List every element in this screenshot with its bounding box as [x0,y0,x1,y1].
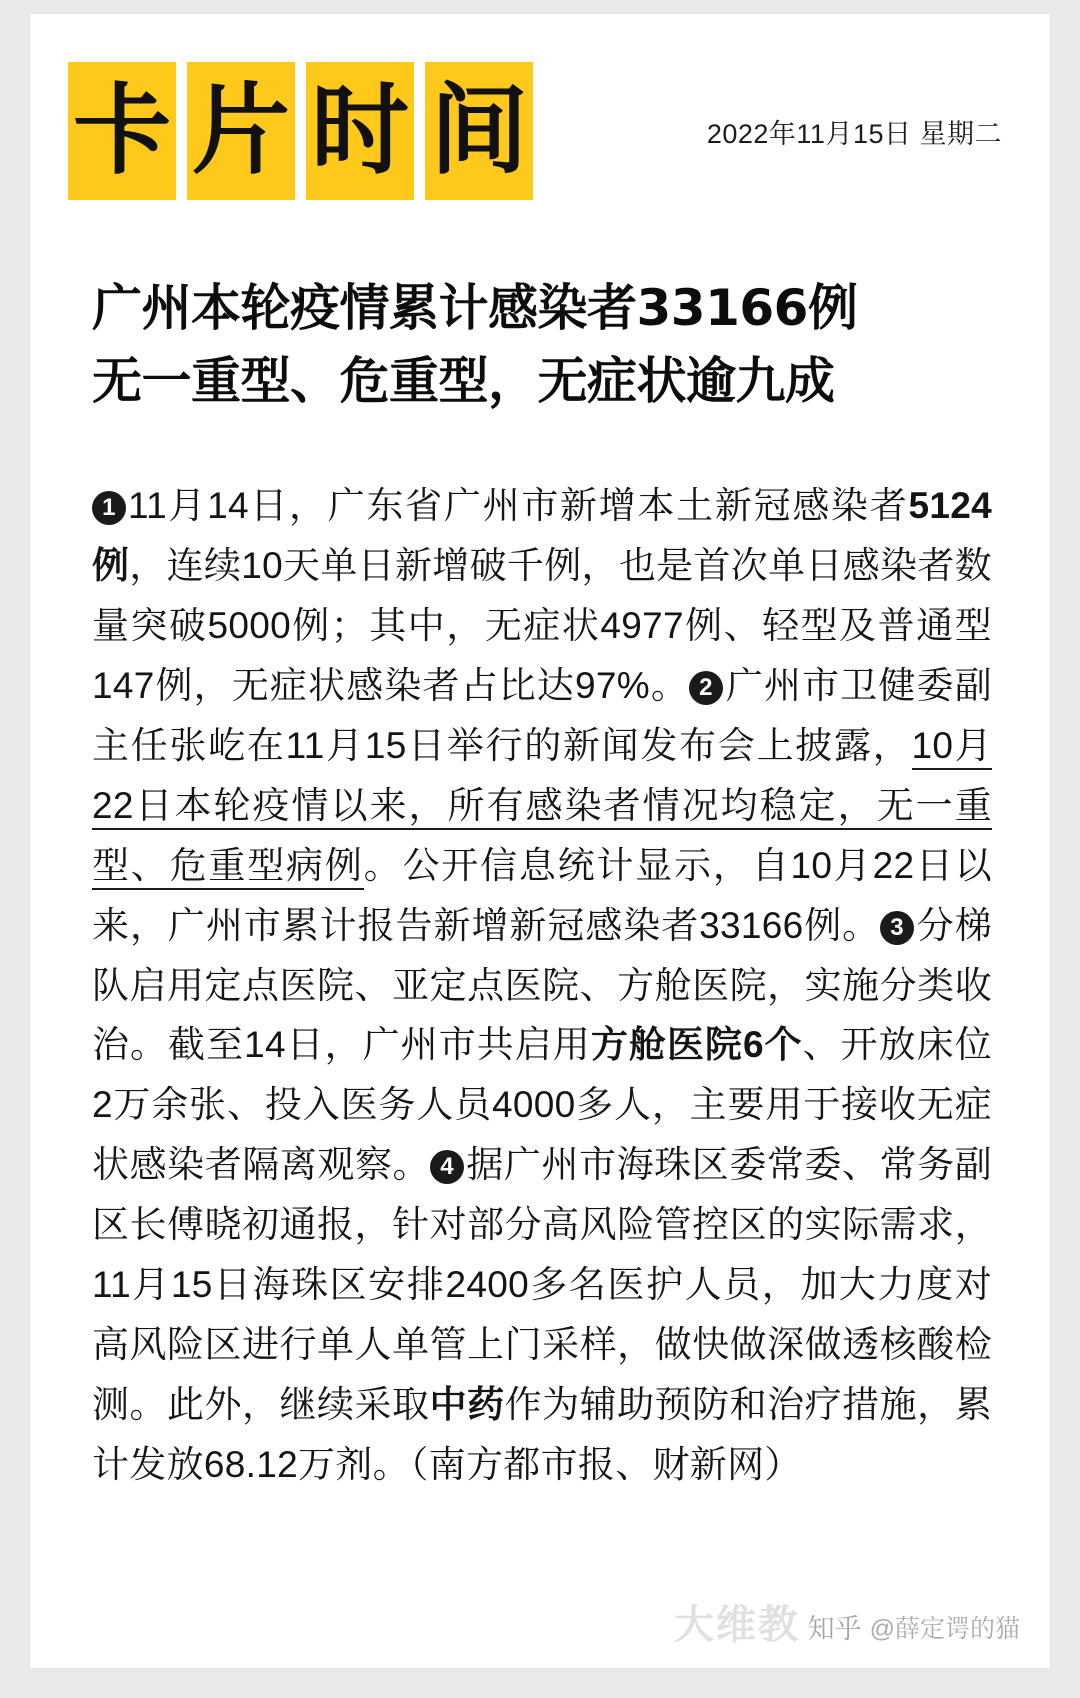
zhihu-username: @薛定谔的猫 [869,1614,1020,1643]
title-line-1: 广州本轮疫情累计感染者33166例 [92,279,858,337]
paragraph-text: 。公开信息统计显示，自10月22日以来，广州市累计报告新增新冠感染者33166例。 [92,844,992,946]
brand-char-3: 时 [306,62,414,200]
zhihu-watermark [808,1607,1020,1646]
paragraph-text: 11月14日，广东省广州市新增本土新冠感染者 [128,485,909,526]
publish-date: 2022年11月15日 星期二 [706,119,1002,149]
brand-char-1: 卡 [68,62,176,200]
paragraph-text: 10月22日本轮疫情以来，所有感染者情况均稳定，无一重型、危重型病例 [92,725,992,890]
paragraph-marker: 4 [430,1150,464,1184]
paragraph-text: 5124例 [92,485,992,586]
paragraph-text: 分梯队启用定点医院、亚定点医院、方舱医院，实施分类收治。截至14日，广州市共启用 [92,904,992,1066]
card-footer [30,1598,1050,1652]
article-card [30,14,1050,1668]
paragraph-text: 方舱医院6个 [590,1024,803,1066]
paragraph-text: 、开放床位2万余张、投入医务人员4000多人，主要用于接收无症状感染者隔离观察。 [92,1024,992,1186]
card-header [30,14,1050,234]
paragraph-text: 广州市卫健委副主任张屹在11月15日举行的新闻发布会上披露， [92,664,993,766]
article-body [92,476,992,1495]
paragraph-text: 作为辅助预防和治疗措施，累计发放68.12万剂。（南方都市报、财新网） [92,1384,992,1485]
brand-char-4: 间 [425,62,533,200]
title-line-2: 无一重型、危重型，无症状逾九成 [92,351,835,410]
brand-char-2: 片 [187,62,295,200]
page-title [92,272,992,417]
brand-logo [68,62,533,200]
paragraph-marker: 3 [880,911,914,945]
paragraph-marker: 2 [689,671,723,705]
zhihu-logo: 知乎 [807,1614,862,1644]
paragraph-marker: 1 [92,491,126,525]
paragraph-text: 据广州市海珠区委常委、常务副区长傅晓初通报，针对部分高风险管控区的实际需求，11月15日海珠区安排2400多名医护人员，加大力度对高风险区进行单人单管上门采样，做快做深做透核酸检测。此外，继续采取 [92,1144,993,1426]
watermark-text: 大维教 [674,1603,800,1647]
paragraph-text: 中药 [429,1384,505,1426]
paragraph-text: ，连续10天单日新增破千例，也是首次单日感染者数量突破5000例；其中，无症状4977例、轻型及普通型147例，无症状感染者占比达97%。 [92,544,992,706]
